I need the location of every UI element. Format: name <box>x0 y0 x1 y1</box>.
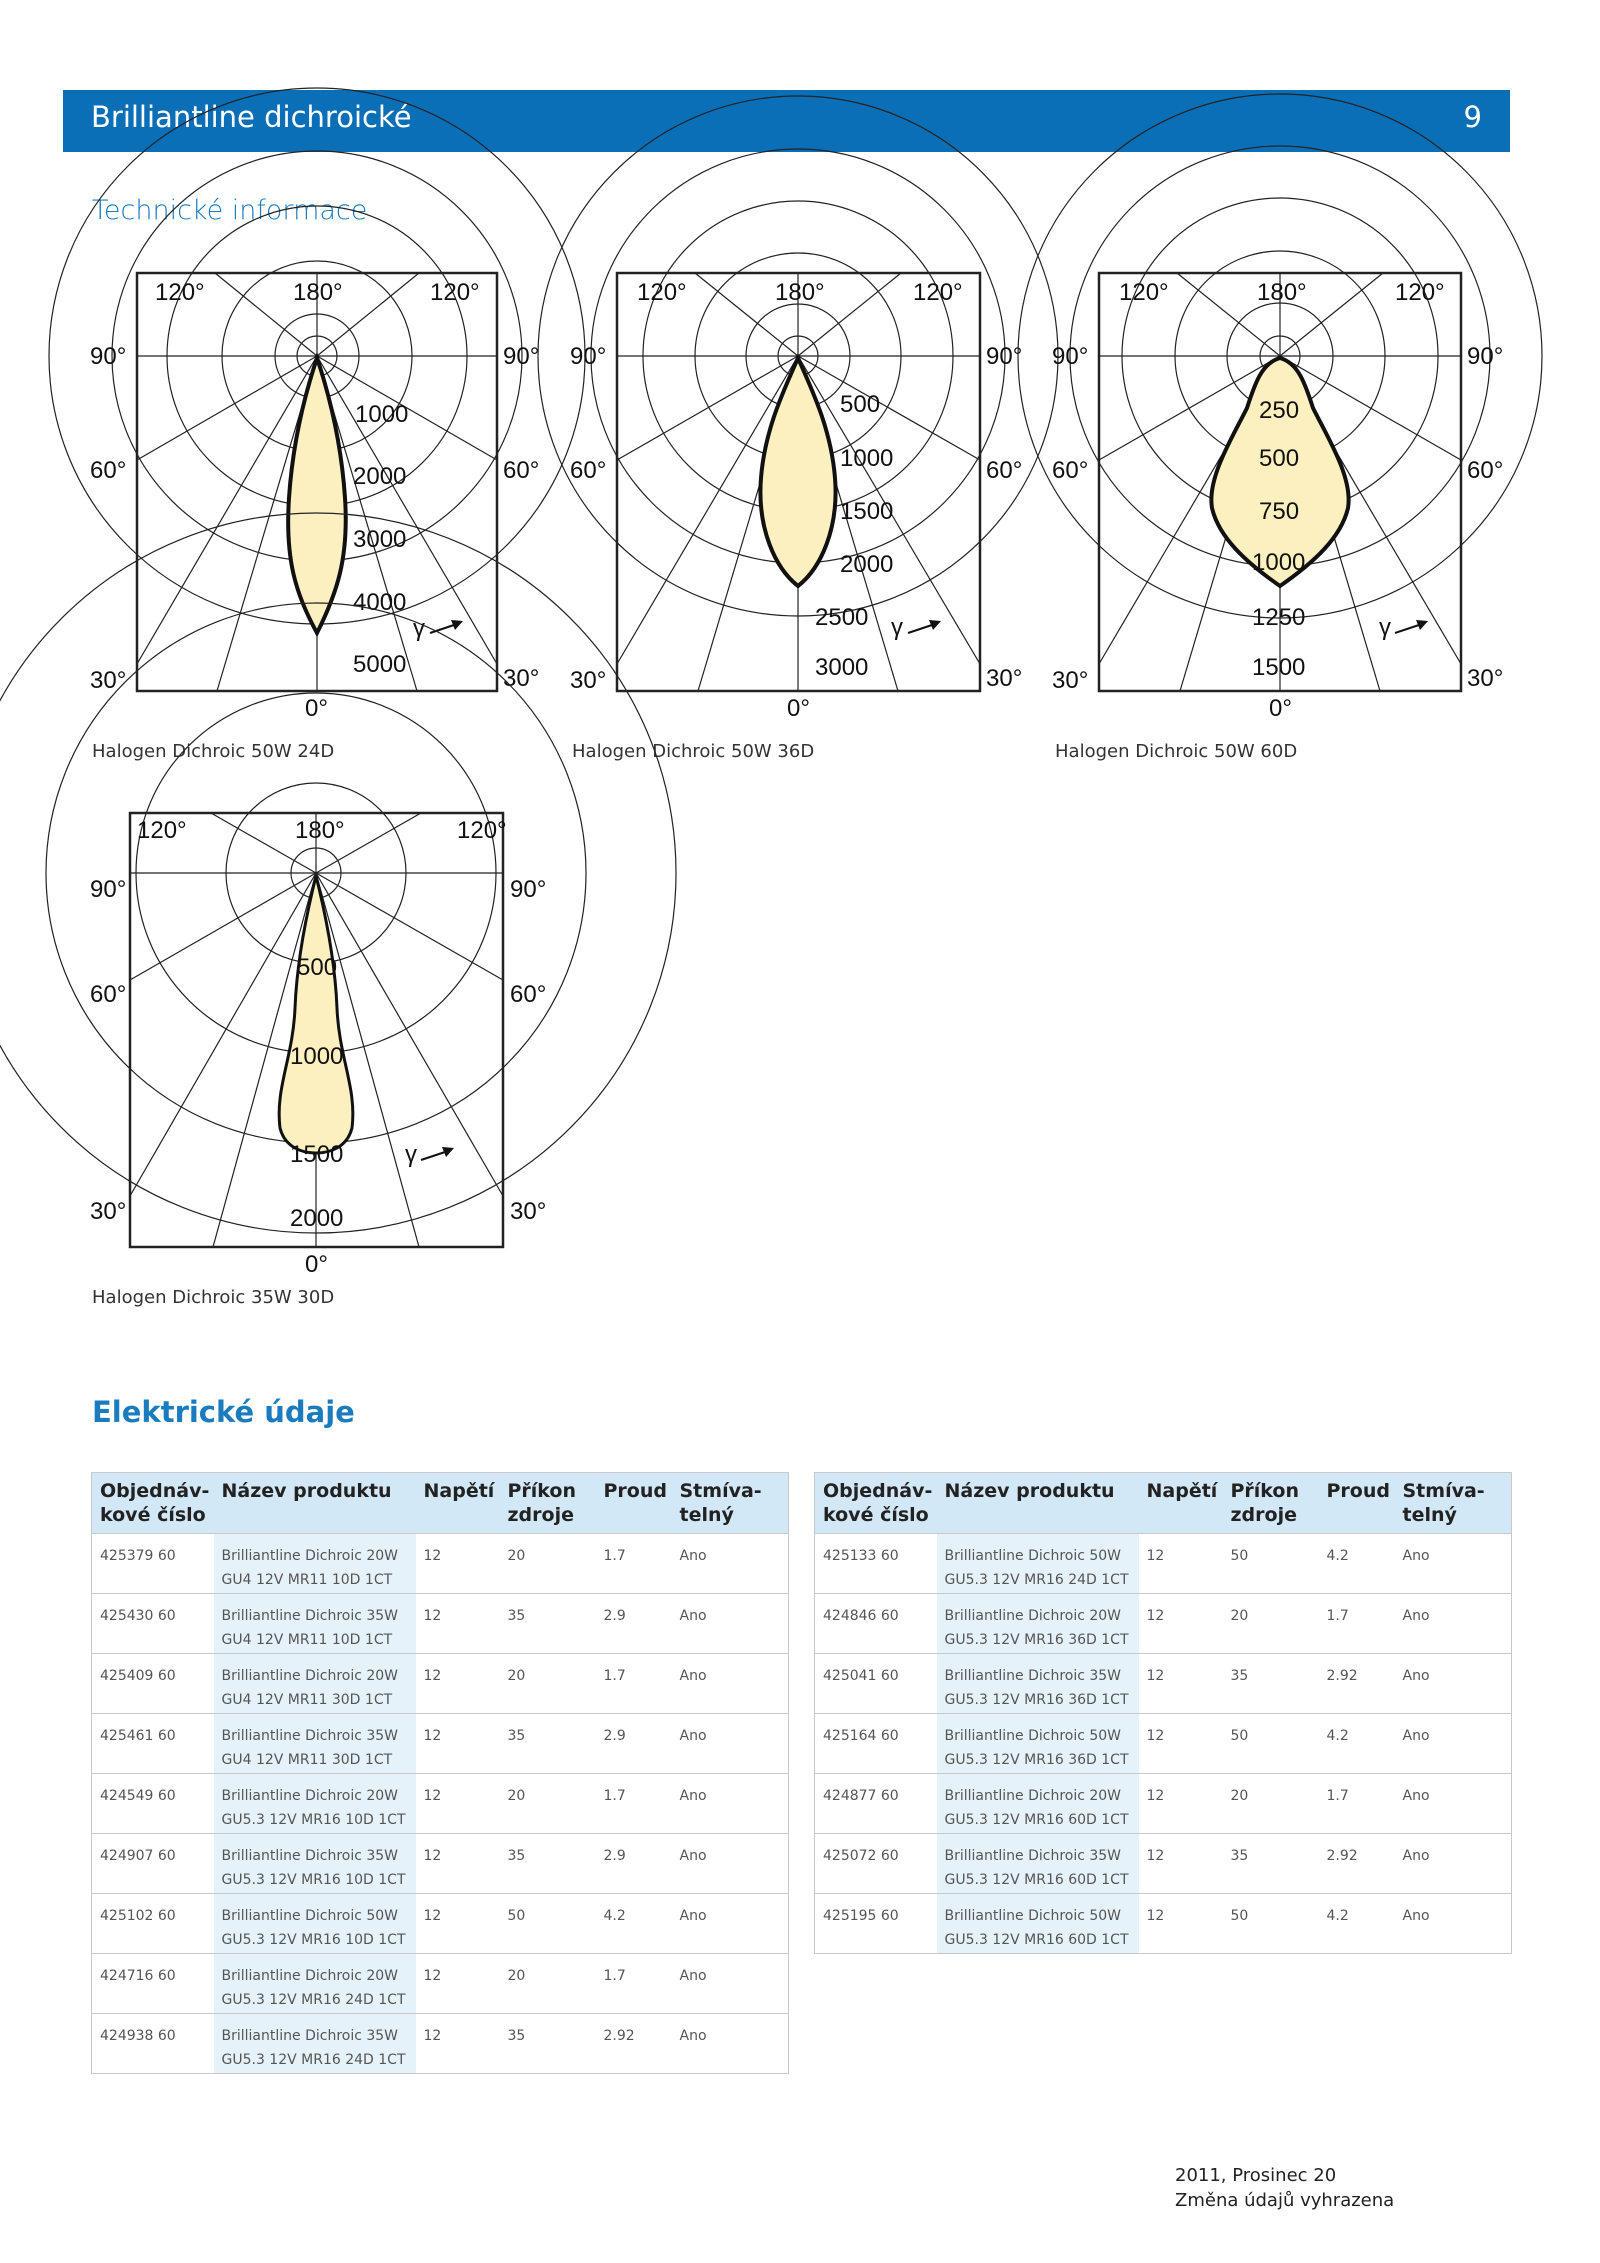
cell-current: 2.92 <box>596 2014 672 2074</box>
angle-label: 60° <box>90 457 127 484</box>
scale-label: 2500 <box>815 604 869 631</box>
cell-power: 50 <box>1223 1894 1319 1954</box>
angle-label: 0° <box>787 695 810 722</box>
cell-current: 2.9 <box>596 1714 672 1774</box>
cell-order-number: 424716 60 <box>92 1954 214 2014</box>
table-row <box>92 1594 789 1654</box>
polar-chart-4 <box>75 808 555 1278</box>
cell-power: 20 <box>500 1774 596 1834</box>
scale-label: 2000 <box>353 463 407 490</box>
cell-voltage: 12 <box>416 1834 500 1894</box>
gamma-label: γ <box>405 1141 417 1168</box>
beam-curve <box>288 358 346 633</box>
cell-product-name: Brilliantline Dichroic 35W GU4 12V MR11 10D 1CT <box>214 1594 416 1654</box>
footer-disclaimer: Změna údajů vyhrazena <box>1175 2190 1395 2211</box>
angle-label: 120° <box>637 279 687 306</box>
scale-label: 750 <box>1259 498 1300 525</box>
cell-current: 2.92 <box>1319 1834 1395 1894</box>
cell-power: 50 <box>1223 1534 1319 1594</box>
section-title-electrical: Elektrické údaje <box>92 1395 355 1429</box>
angle-label: 180° <box>295 817 345 844</box>
scale-label: 1500 <box>290 1141 344 1168</box>
cell-product-name: Brilliantline Dichroic 50W GU5.3 12V MR16 10D 1CT <box>214 1894 416 1954</box>
angle-label: 90° <box>90 876 127 903</box>
cell-order-number: 425430 60 <box>92 1594 214 1654</box>
cell-product-name: Brilliantline Dichroic 35W GU5.3 12V MR16 10D 1CT <box>214 1834 416 1894</box>
scale-label: 1000 <box>355 401 409 428</box>
col-voltage: Napětí <box>416 1473 500 1534</box>
scale-label: 3000 <box>815 654 869 681</box>
cell-dimmable: Ano <box>1395 1834 1512 1894</box>
cell-voltage: 12 <box>1139 1774 1223 1834</box>
cell-voltage: 12 <box>416 1594 500 1654</box>
cell-dimmable: Ano <box>1395 1534 1512 1594</box>
angle-label: 30° <box>503 665 540 692</box>
cell-current: 4.2 <box>1319 1534 1395 1594</box>
table-row <box>815 1774 1512 1834</box>
table-row <box>92 2014 789 2074</box>
cell-current: 2.92 <box>1319 1654 1395 1714</box>
cell-current: 1.7 <box>596 1954 672 2014</box>
cell-power: 20 <box>1223 1774 1319 1834</box>
gamma-label: γ <box>413 615 425 642</box>
cell-power: 35 <box>1223 1654 1319 1714</box>
table-row <box>815 1594 1512 1654</box>
scale-label: 1000 <box>1252 549 1306 576</box>
scale-label: 1500 <box>1252 654 1306 681</box>
col-dimmable: Stmíva- telný <box>672 1473 789 1534</box>
beam-curve <box>760 358 835 586</box>
cell-product-name: Brilliantline Dichroic 35W GU5.3 12V MR16 60D 1CT <box>937 1834 1139 1894</box>
page-header <box>63 90 1510 152</box>
col-product-name: Název produktu <box>937 1473 1139 1534</box>
footer-date: 2011, Prosinec 20 <box>1175 2165 1337 2186</box>
col-current: Proud <box>596 1473 672 1534</box>
angle-label: 30° <box>986 665 1023 692</box>
polar-chart-3 <box>1037 268 1557 722</box>
angle-label: 90° <box>1052 343 1089 370</box>
page-number: 9 <box>1463 100 1482 134</box>
cell-voltage: 12 <box>416 1654 500 1714</box>
cell-current: 1.7 <box>596 1774 672 1834</box>
col-product-name: Název produktu <box>214 1473 416 1534</box>
cell-dimmable: Ano <box>672 1714 789 1774</box>
table-row <box>92 1834 789 1894</box>
angle-label: 120° <box>137 817 187 844</box>
angle-label: 120° <box>457 817 507 844</box>
angle-label: 60° <box>503 457 540 484</box>
angle-label: 30° <box>570 667 607 694</box>
angle-label: 180° <box>775 279 825 306</box>
angle-label: 0° <box>1269 695 1292 722</box>
cell-product-name: Brilliantline Dichroic 35W GU5.3 12V MR16 24D 1CT <box>214 2014 416 2074</box>
cell-product-name: Brilliantline Dichroic 20W GU4 12V MR11 10D 1CT <box>214 1534 416 1594</box>
cell-order-number: 425409 60 <box>92 1654 214 1714</box>
cell-current: 2.9 <box>596 1594 672 1654</box>
scale-label: 1000 <box>840 445 894 472</box>
chart-caption: Halogen Dichroic 50W 24D <box>92 741 335 762</box>
cell-voltage: 12 <box>416 2014 500 2074</box>
angle-label: 60° <box>90 981 127 1008</box>
cell-product-name: Brilliantline Dichroic 50W GU5.3 12V MR16 60D 1CT <box>937 1894 1139 1954</box>
cell-current: 1.7 <box>596 1654 672 1714</box>
cell-dimmable: Ano <box>1395 1594 1512 1654</box>
cell-order-number: 425195 60 <box>815 1894 937 1954</box>
cell-voltage: 12 <box>1139 1834 1223 1894</box>
angle-label: 30° <box>510 1198 547 1225</box>
angle-label: 90° <box>503 343 540 370</box>
cell-product-name: Brilliantline Dichroic 35W GU4 12V MR11 30D 1CT <box>214 1714 416 1774</box>
scale-label: 3000 <box>353 526 407 553</box>
angle-label: 60° <box>986 457 1023 484</box>
cell-current: 4.2 <box>596 1894 672 1954</box>
cell-product-name: Brilliantline Dichroic 35W GU5.3 12V MR16 36D 1CT <box>937 1654 1139 1714</box>
angle-label: 120° <box>155 279 205 306</box>
cell-voltage: 12 <box>416 1534 500 1594</box>
scale-label: 250 <box>1259 397 1300 424</box>
scale-label: 500 <box>297 954 338 981</box>
angle-label: 30° <box>1467 665 1504 692</box>
section-title-technical: Technické informace <box>92 195 368 226</box>
angle-label: 30° <box>1052 667 1089 694</box>
cell-order-number: 425072 60 <box>815 1834 937 1894</box>
cell-dimmable: Ano <box>672 1594 789 1654</box>
col-dimmable: Stmíva- telný <box>1395 1473 1512 1534</box>
gamma-label: γ <box>1379 614 1391 641</box>
cell-dimmable: Ano <box>672 1834 789 1894</box>
angle-label: 90° <box>1467 343 1504 370</box>
scale-label: 2000 <box>290 1205 344 1232</box>
cell-power: 35 <box>1223 1834 1319 1894</box>
col-power: Příkon zdroje <box>500 1473 596 1534</box>
scale-label: 1000 <box>290 1043 344 1070</box>
cell-power: 50 <box>500 1894 596 1954</box>
cell-dimmable: Ano <box>1395 1654 1512 1714</box>
cell-power: 20 <box>500 1534 596 1594</box>
chart-caption: Halogen Dichroic 50W 60D <box>1055 741 1298 762</box>
col-order-number: Objednáv- kové číslo <box>92 1473 214 1534</box>
scale-label: 500 <box>840 391 881 418</box>
table-row <box>815 1714 1512 1774</box>
cell-current: 1.7 <box>596 1534 672 1594</box>
table-row <box>815 1834 1512 1894</box>
cell-power: 50 <box>1223 1714 1319 1774</box>
gamma-label: γ <box>891 614 903 641</box>
cell-order-number: 425102 60 <box>92 1894 214 1954</box>
cell-product-name: Brilliantline Dichroic 20W GU5.3 12V MR16 10D 1CT <box>214 1774 416 1834</box>
cell-voltage: 12 <box>1139 1894 1223 1954</box>
cell-dimmable: Ano <box>672 1774 789 1834</box>
angle-label: 180° <box>1257 279 1307 306</box>
cell-current: 4.2 <box>1319 1894 1395 1954</box>
table-row <box>92 1954 789 2014</box>
angle-label: 60° <box>1467 457 1504 484</box>
col-current: Proud <box>1319 1473 1395 1534</box>
cell-voltage: 12 <box>1139 1714 1223 1774</box>
scale-label: 2000 <box>840 551 894 578</box>
cell-voltage: 12 <box>1139 1594 1223 1654</box>
cell-power: 35 <box>500 1594 596 1654</box>
angle-label: 60° <box>570 457 607 484</box>
electrical-table-right <box>814 1472 1512 1954</box>
angle-label: 180° <box>293 279 343 306</box>
table-header-row <box>815 1473 1512 1534</box>
cell-power: 35 <box>500 1834 596 1894</box>
cell-dimmable: Ano <box>672 1894 789 1954</box>
table-row <box>92 1534 789 1594</box>
table-row <box>92 1894 789 1954</box>
angle-label: 30° <box>90 1198 127 1225</box>
cell-product-name: Brilliantline Dichroic 50W GU5.3 12V MR16 36D 1CT <box>937 1714 1139 1774</box>
electrical-table-left <box>91 1472 789 2074</box>
cell-product-name: Brilliantline Dichroic 50W GU5.3 12V MR16 24D 1CT <box>937 1534 1139 1594</box>
cell-power: 35 <box>500 1714 596 1774</box>
cell-product-name: Brilliantline Dichroic 20W GU5.3 12V MR16 60D 1CT <box>937 1774 1139 1834</box>
cell-dimmable: Ano <box>672 1954 789 2014</box>
cell-order-number: 425133 60 <box>815 1534 937 1594</box>
table-row <box>815 1654 1512 1714</box>
table-row <box>815 1534 1512 1594</box>
angle-label: 120° <box>1119 279 1169 306</box>
cell-dimmable: Ano <box>1395 1714 1512 1774</box>
cell-product-name: Brilliantline Dichroic 20W GU5.3 12V MR16 36D 1CT <box>937 1594 1139 1654</box>
document-title: Brilliantline dichroické <box>91 100 412 134</box>
scale-label: 4000 <box>353 589 407 616</box>
angle-label: 30° <box>90 667 127 694</box>
cell-order-number: 424907 60 <box>92 1834 214 1894</box>
angle-label: 0° <box>305 695 328 722</box>
angle-label: 0° <box>305 1251 328 1278</box>
cell-product-name: Brilliantline Dichroic 20W GU4 12V MR11 30D 1CT <box>214 1654 416 1714</box>
angle-label: 60° <box>510 981 547 1008</box>
page-footer <box>1175 2163 1394 2213</box>
cell-voltage: 12 <box>416 1954 500 2014</box>
angle-label: 120° <box>430 279 480 306</box>
cell-order-number: 424549 60 <box>92 1774 214 1834</box>
cell-current: 2.9 <box>596 1834 672 1894</box>
cell-power: 20 <box>500 1954 596 2014</box>
cell-voltage: 12 <box>416 1894 500 1954</box>
angle-label: 60° <box>1052 457 1089 484</box>
polar-chart-2 <box>555 268 1035 722</box>
table-row <box>92 1714 789 1774</box>
scale-label: 5000 <box>353 651 407 678</box>
cell-dimmable: Ano <box>672 2014 789 2074</box>
scale-label: 500 <box>1259 445 1300 472</box>
cell-dimmable: Ano <box>1395 1894 1512 1954</box>
cell-dimmable: Ano <box>672 1654 789 1714</box>
cell-current: 1.7 <box>1319 1594 1395 1654</box>
cell-voltage: 12 <box>1139 1534 1223 1594</box>
table-header-row <box>92 1473 789 1534</box>
cell-order-number: 424846 60 <box>815 1594 937 1654</box>
cell-product-name: Brilliantline Dichroic 20W GU5.3 12V MR16 24D 1CT <box>214 1954 416 2014</box>
cell-dimmable: Ano <box>672 1534 789 1594</box>
angle-label: 90° <box>986 343 1023 370</box>
cell-order-number: 424877 60 <box>815 1774 937 1834</box>
cell-dimmable: Ano <box>1395 1774 1512 1834</box>
cell-power: 35 <box>500 2014 596 2074</box>
chart-caption: Halogen Dichroic 50W 36D <box>572 741 815 762</box>
cell-current: 1.7 <box>1319 1774 1395 1834</box>
chart-caption: Halogen Dichroic 35W 30D <box>92 1287 335 1308</box>
angle-label: 120° <box>1395 279 1445 306</box>
cell-order-number: 424938 60 <box>92 2014 214 2074</box>
angle-label: 90° <box>570 343 607 370</box>
angle-label: 120° <box>913 279 963 306</box>
angle-label: 90° <box>510 876 547 903</box>
table-row <box>815 1894 1512 1954</box>
cell-power: 20 <box>1223 1594 1319 1654</box>
cell-order-number: 425041 60 <box>815 1654 937 1714</box>
col-voltage: Napětí <box>1139 1473 1223 1534</box>
cell-voltage: 12 <box>416 1714 500 1774</box>
polar-chart-1 <box>75 268 540 722</box>
col-power: Příkon zdroje <box>1223 1473 1319 1534</box>
cell-current: 4.2 <box>1319 1714 1395 1774</box>
cell-power: 20 <box>500 1654 596 1714</box>
table-row <box>92 1654 789 1714</box>
cell-voltage: 12 <box>416 1774 500 1834</box>
scale-label: 1500 <box>840 498 894 525</box>
cell-order-number: 425379 60 <box>92 1534 214 1594</box>
scale-label: 1250 <box>1252 604 1306 631</box>
cell-order-number: 425461 60 <box>92 1714 214 1774</box>
cell-order-number: 425164 60 <box>815 1714 937 1774</box>
table-row <box>92 1774 789 1834</box>
cell-voltage: 12 <box>1139 1654 1223 1714</box>
col-order-number: Objednáv- kové číslo <box>815 1473 937 1534</box>
angle-label: 90° <box>90 343 127 370</box>
